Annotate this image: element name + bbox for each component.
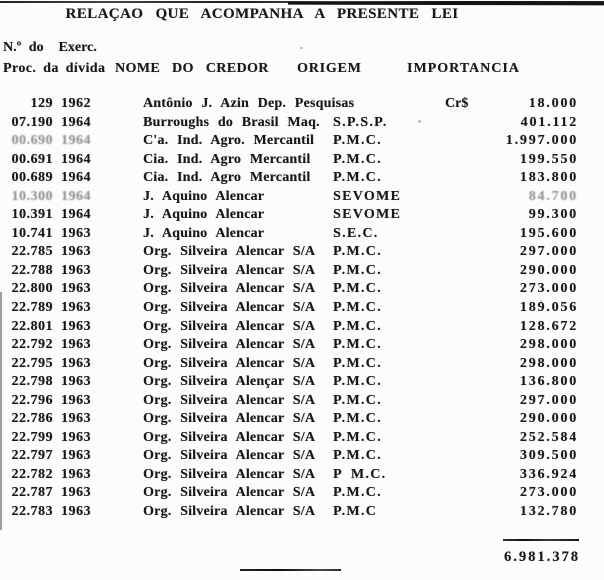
table-row [0,503,604,522]
cell-proc: 22.801 [11,318,53,334]
scan-speckle [300,47,303,49]
table-row [0,336,604,355]
cell-value: 309.500 [519,448,578,464]
cell-name: Burroughs do Brasil Maq. [143,114,320,130]
cell-value: 273.000 [519,485,578,501]
cell-year: 1963 [61,411,91,427]
cell-proc: 22.795 [11,355,53,371]
cell-proc: 22.787 [11,485,53,501]
cell-origem: P.M.C. [333,318,382,334]
table-row [0,132,604,151]
table-row [0,392,604,411]
cell-year: 1963 [61,281,91,297]
table-row [0,373,604,392]
cell-year: 1964 [61,188,91,204]
cell-year: 1963 [61,244,91,260]
cell-proc: 07.190 [11,114,53,130]
cell-value: 128.672 [519,318,578,334]
cell-name: C'a. Ind. Agro. Mercantil [143,133,315,149]
cell-origem: P.M.C. [333,411,382,427]
cell-origem: P.M.C [333,504,378,520]
scan-speckle [540,300,542,302]
col-header-credor: NOME DO CREDOR [115,61,269,76]
cell-proc: 00.691 [11,151,53,167]
cell-name: Org. Silveira Alencar S/A [143,429,316,445]
scan-speckle [418,120,421,123]
cell-year: 1963 [61,225,91,241]
table-row [0,299,604,318]
cell-proc: 22.783 [11,504,53,520]
cell-name: Org. Silveira Alençar S/A [143,374,316,390]
cell-value: 252.584 [519,429,578,445]
cell-value: 84.700 [528,188,578,204]
cell-year: 1962 [61,96,91,111]
cell-name: Org. Silveira Alencar S/A [143,466,316,482]
cell-origem: P.M.C. [333,429,382,445]
cell-value: 290.000 [519,262,578,278]
cell-name: Org. Silveira Alencar S/A [143,485,316,501]
cell-origem: P.M.C. [333,448,382,464]
cell-origem: S.E.C. [333,225,379,241]
table-row [0,355,604,374]
cell-name: Org. Silveira Alencar S/A [143,411,316,427]
cell-name: Org. Silveira Alencar S/A [143,281,316,297]
total-value: 6.981.378 [504,549,580,565]
cell-year: 1963 [61,355,91,371]
cell-value: 136.800 [519,374,578,390]
cell-value: 132.780 [519,504,578,520]
cell-cr: Cr$ [445,96,469,111]
bottom-rule [240,569,341,571]
cell-year: 1964 [61,170,91,186]
cell-origem: P.M.C. [333,244,382,260]
cell-origem: P.M.C. [333,337,382,353]
cell-name: Antônio J. Azin Dep. Pesquisas [143,96,355,111]
cell-origem: P.M.C. [333,355,382,371]
cell-proc: 129 [30,96,53,111]
cell-origem: P.M.C. [333,392,382,408]
cell-value: 297.000 [519,392,578,408]
cell-name: J. Aquino Alencar [143,225,265,241]
cell-value: 195.600 [519,225,578,241]
cell-name: J. Aquino Alencar [143,188,265,204]
table-row [0,243,604,262]
cell-name: Cia. Ind. Agro Mercantil [143,170,311,186]
cell-proc: 22.796 [11,392,53,408]
cell-year: 1963 [61,300,91,316]
cell-year: 1963 [61,448,91,464]
table-row [0,410,604,429]
table-row [0,206,604,225]
cell-value: 336.924 [519,466,578,482]
cell-proc: 10.391 [11,207,53,223]
cell-proc: 22.788 [11,262,53,278]
cell-year: 1964 [61,133,91,149]
cell-value: 273.000 [519,281,578,297]
cell-name: Org. Silveira Alencar S/A [143,262,316,278]
table-row [0,151,604,170]
total-rule [503,539,579,541]
cell-proc: 22.789 [11,300,53,316]
cell-value: 199.550 [519,151,578,167]
cell-origem: P M.C. [333,466,387,482]
table-row [0,114,604,133]
cell-origem: P.M.C. [333,133,382,149]
cell-value: 189.056 [519,300,578,316]
cell-value: 1.997.000 [505,133,578,149]
cell-origem: P.M.C. [333,151,382,167]
cell-year: 1963 [61,318,91,334]
cell-proc: 22.797 [11,448,53,464]
table-row [0,447,604,466]
cell-proc: 10.300 [11,188,53,204]
table-row [0,262,604,281]
cell-name: Org. Silveira Alencar S/A [143,300,316,316]
cell-year: 1964 [61,151,91,167]
cell-name: Org. Silveira Alencar S/A [143,448,316,464]
cell-value: 298.000 [519,337,578,353]
cell-origem: P.M.C. [333,374,382,390]
cell-origem: SEVOME [333,207,402,223]
cell-name: Org. Silveira Alencar S/A [143,392,316,408]
cell-origem: SEVOME [333,188,402,204]
cell-value: 401.112 [520,114,578,130]
cell-year: 1963 [61,466,91,482]
cell-year: 1963 [61,429,91,445]
table-row [0,318,604,337]
header-columns [0,61,604,77]
cell-value: 18.000 [528,96,578,111]
scan-artifact-left-margin-line [0,292,2,530]
cell-value: 99.300 [528,207,578,223]
cell-value: 297.000 [519,244,578,260]
cell-origem: P.M.C. [333,262,382,278]
cell-proc: 22.792 [11,337,53,353]
cell-origem: P.M.C. [333,485,382,501]
cell-proc: 10.741 [11,225,53,241]
cell-year: 1963 [61,392,91,408]
cell-origem: P.M.C. [333,170,382,186]
cell-year: 1963 [61,504,91,520]
cell-year: 1963 [61,374,91,390]
header-line1: N.º do Exerc. [3,40,97,55]
cell-proc: 22.785 [11,244,53,260]
table-rows [0,95,604,522]
table-row [0,225,604,244]
cell-proc: 00.689 [11,170,53,186]
table-row [0,429,604,448]
cell-name: Org. Silveira Alencar S/A [143,355,316,371]
cell-name: Org. Silveira Alencar S/A [143,504,316,520]
cell-origem: P.M.C. [333,300,382,316]
page-title: RELAÇAO QUE ACOMPANHA A PRESENTE LEI [65,6,459,22]
cell-year: 1964 [61,207,91,223]
cell-origem: P.M.C. [333,281,382,297]
table-row [0,466,604,485]
table-row [0,188,604,207]
table-row [0,169,604,188]
cell-proc: 22.799 [11,429,53,445]
cell-year: 1963 [61,337,91,353]
cell-proc: 22.800 [11,281,53,297]
cell-name: Org. Silveira Alencar S/A [143,337,316,353]
cell-year: 1964 [61,114,91,130]
table-row [0,95,604,114]
cell-origem: S.P.S.P. [333,114,388,130]
table-row [0,280,604,299]
cell-proc: 22.782 [11,466,53,482]
col-header-proc: Proc. da dívida [3,61,106,76]
cell-proc: 22.798 [11,374,53,390]
col-header-importancia: IMPORTANCIA [407,61,520,76]
cell-name: Org. Silveira Alencar S/A [143,318,316,334]
cell-name: Cia. Ind. Agro Mercantil [143,151,311,167]
cell-proc: 00.690 [11,133,53,149]
cell-value: 290.000 [519,411,578,427]
cell-name: J. Aquino Alencar [143,207,265,223]
cell-name: Org. Silveira Alencar S/A [143,244,316,260]
table-row [0,484,604,503]
cell-value: 298.000 [519,355,578,371]
cell-year: 1963 [61,262,91,278]
cell-proc: 22.786 [11,411,53,427]
cell-value: 183.800 [519,170,578,186]
col-header-origem: ORIGEM [297,61,362,76]
cell-year: 1963 [61,485,91,501]
